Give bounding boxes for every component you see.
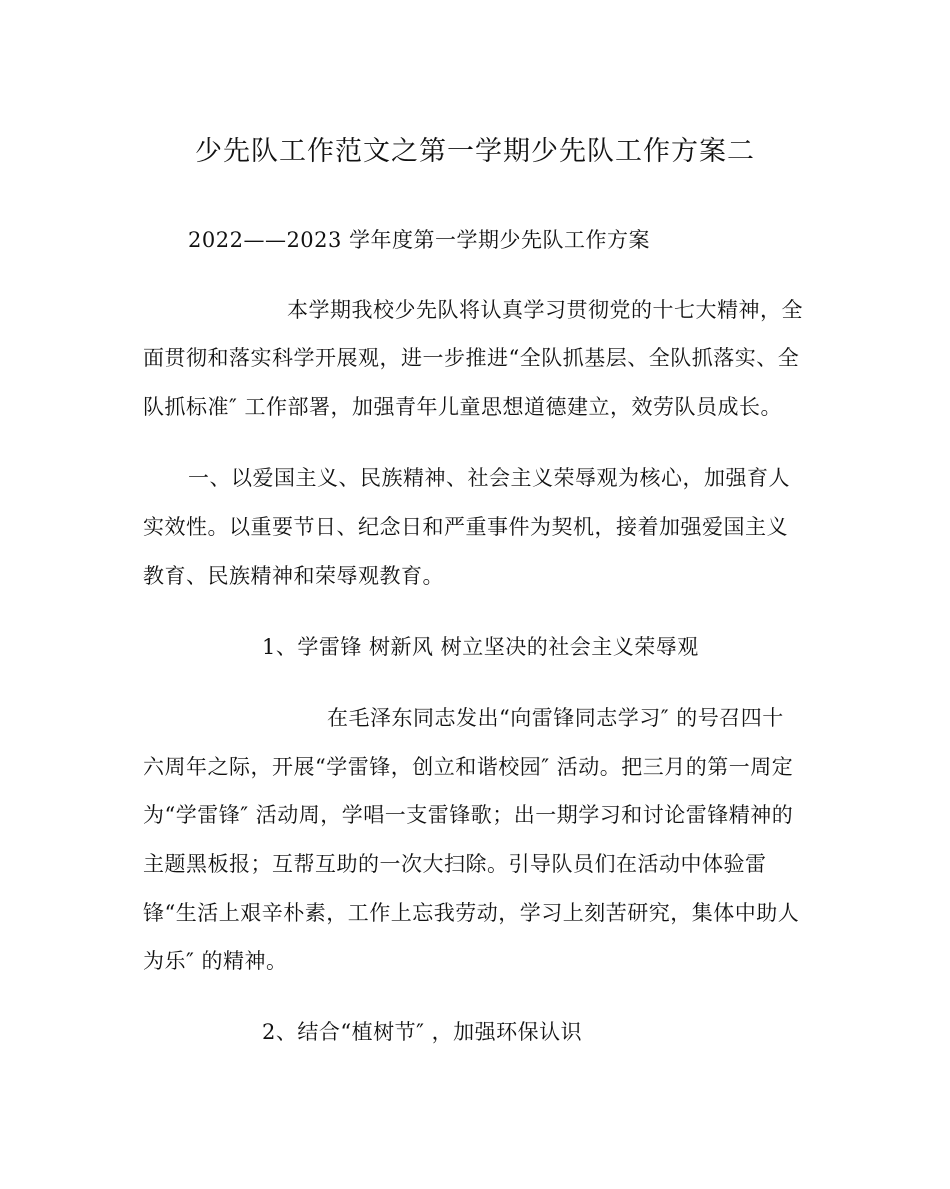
subtitle: 2022——2023 学年度第一学期少先队工作方案 — [188, 228, 651, 252]
item1-body-line-3: 为“学雷锋″ 活动周，学唱一支雷锋歌；出一期学习和讨论雷锋精神的 — [143, 803, 794, 827]
section1-line-2: 实效性。以重要节日、纪念日和严重事件为契机，接着加强爱国主义 — [143, 515, 788, 539]
intro-line-1: 本学期我校少先队将认真学习贯彻党的十七大精神，全 — [287, 298, 803, 322]
item2-heading: 2、结合“植树节″ ，加强环保认识 — [262, 1020, 583, 1044]
item1-body-line-5: 锋“生活上艰辛朴素，工作上忘我劳动，学习上刻苦研究，集体中助人 — [143, 901, 800, 925]
item1-body-line-1: 在毛泽东同志发出“向雷锋同志学习″ 的号召四十 — [327, 706, 784, 730]
intro-line-3: 队抓标准″ 工作部署，加强青年儿童思想道德建立，效劳队员成长。 — [143, 395, 783, 419]
item1-body-line-2: 六周年之际，开展“学雷锋，创立和谐校园″ 活动。把三月的第一周定 — [143, 755, 794, 779]
document-title: 少先队工作范文之第一学期少先队工作方案二 — [195, 136, 755, 167]
section1-line-1: 一、以爱国主义、民族精神、社会主义荣辱观为核心，加强育人 — [188, 466, 790, 490]
section1-line-3: 教育、民族精神和荣辱观教育。 — [143, 564, 444, 588]
item1-heading: 1、学雷锋 树新风 树立坚决的社会主义荣辱观 — [262, 635, 699, 659]
item1-body-line-6: 为乐″ 的精神。 — [143, 949, 288, 973]
intro-line-2: 面贯彻和落实科学开展观，进一步推进“全队抓基层、全队抓落实、全 — [143, 346, 800, 370]
item1-body-line-4: 主题黑板报；互帮互助的一次大扫除。引导队员们在活动中体验雷 — [143, 852, 767, 876]
